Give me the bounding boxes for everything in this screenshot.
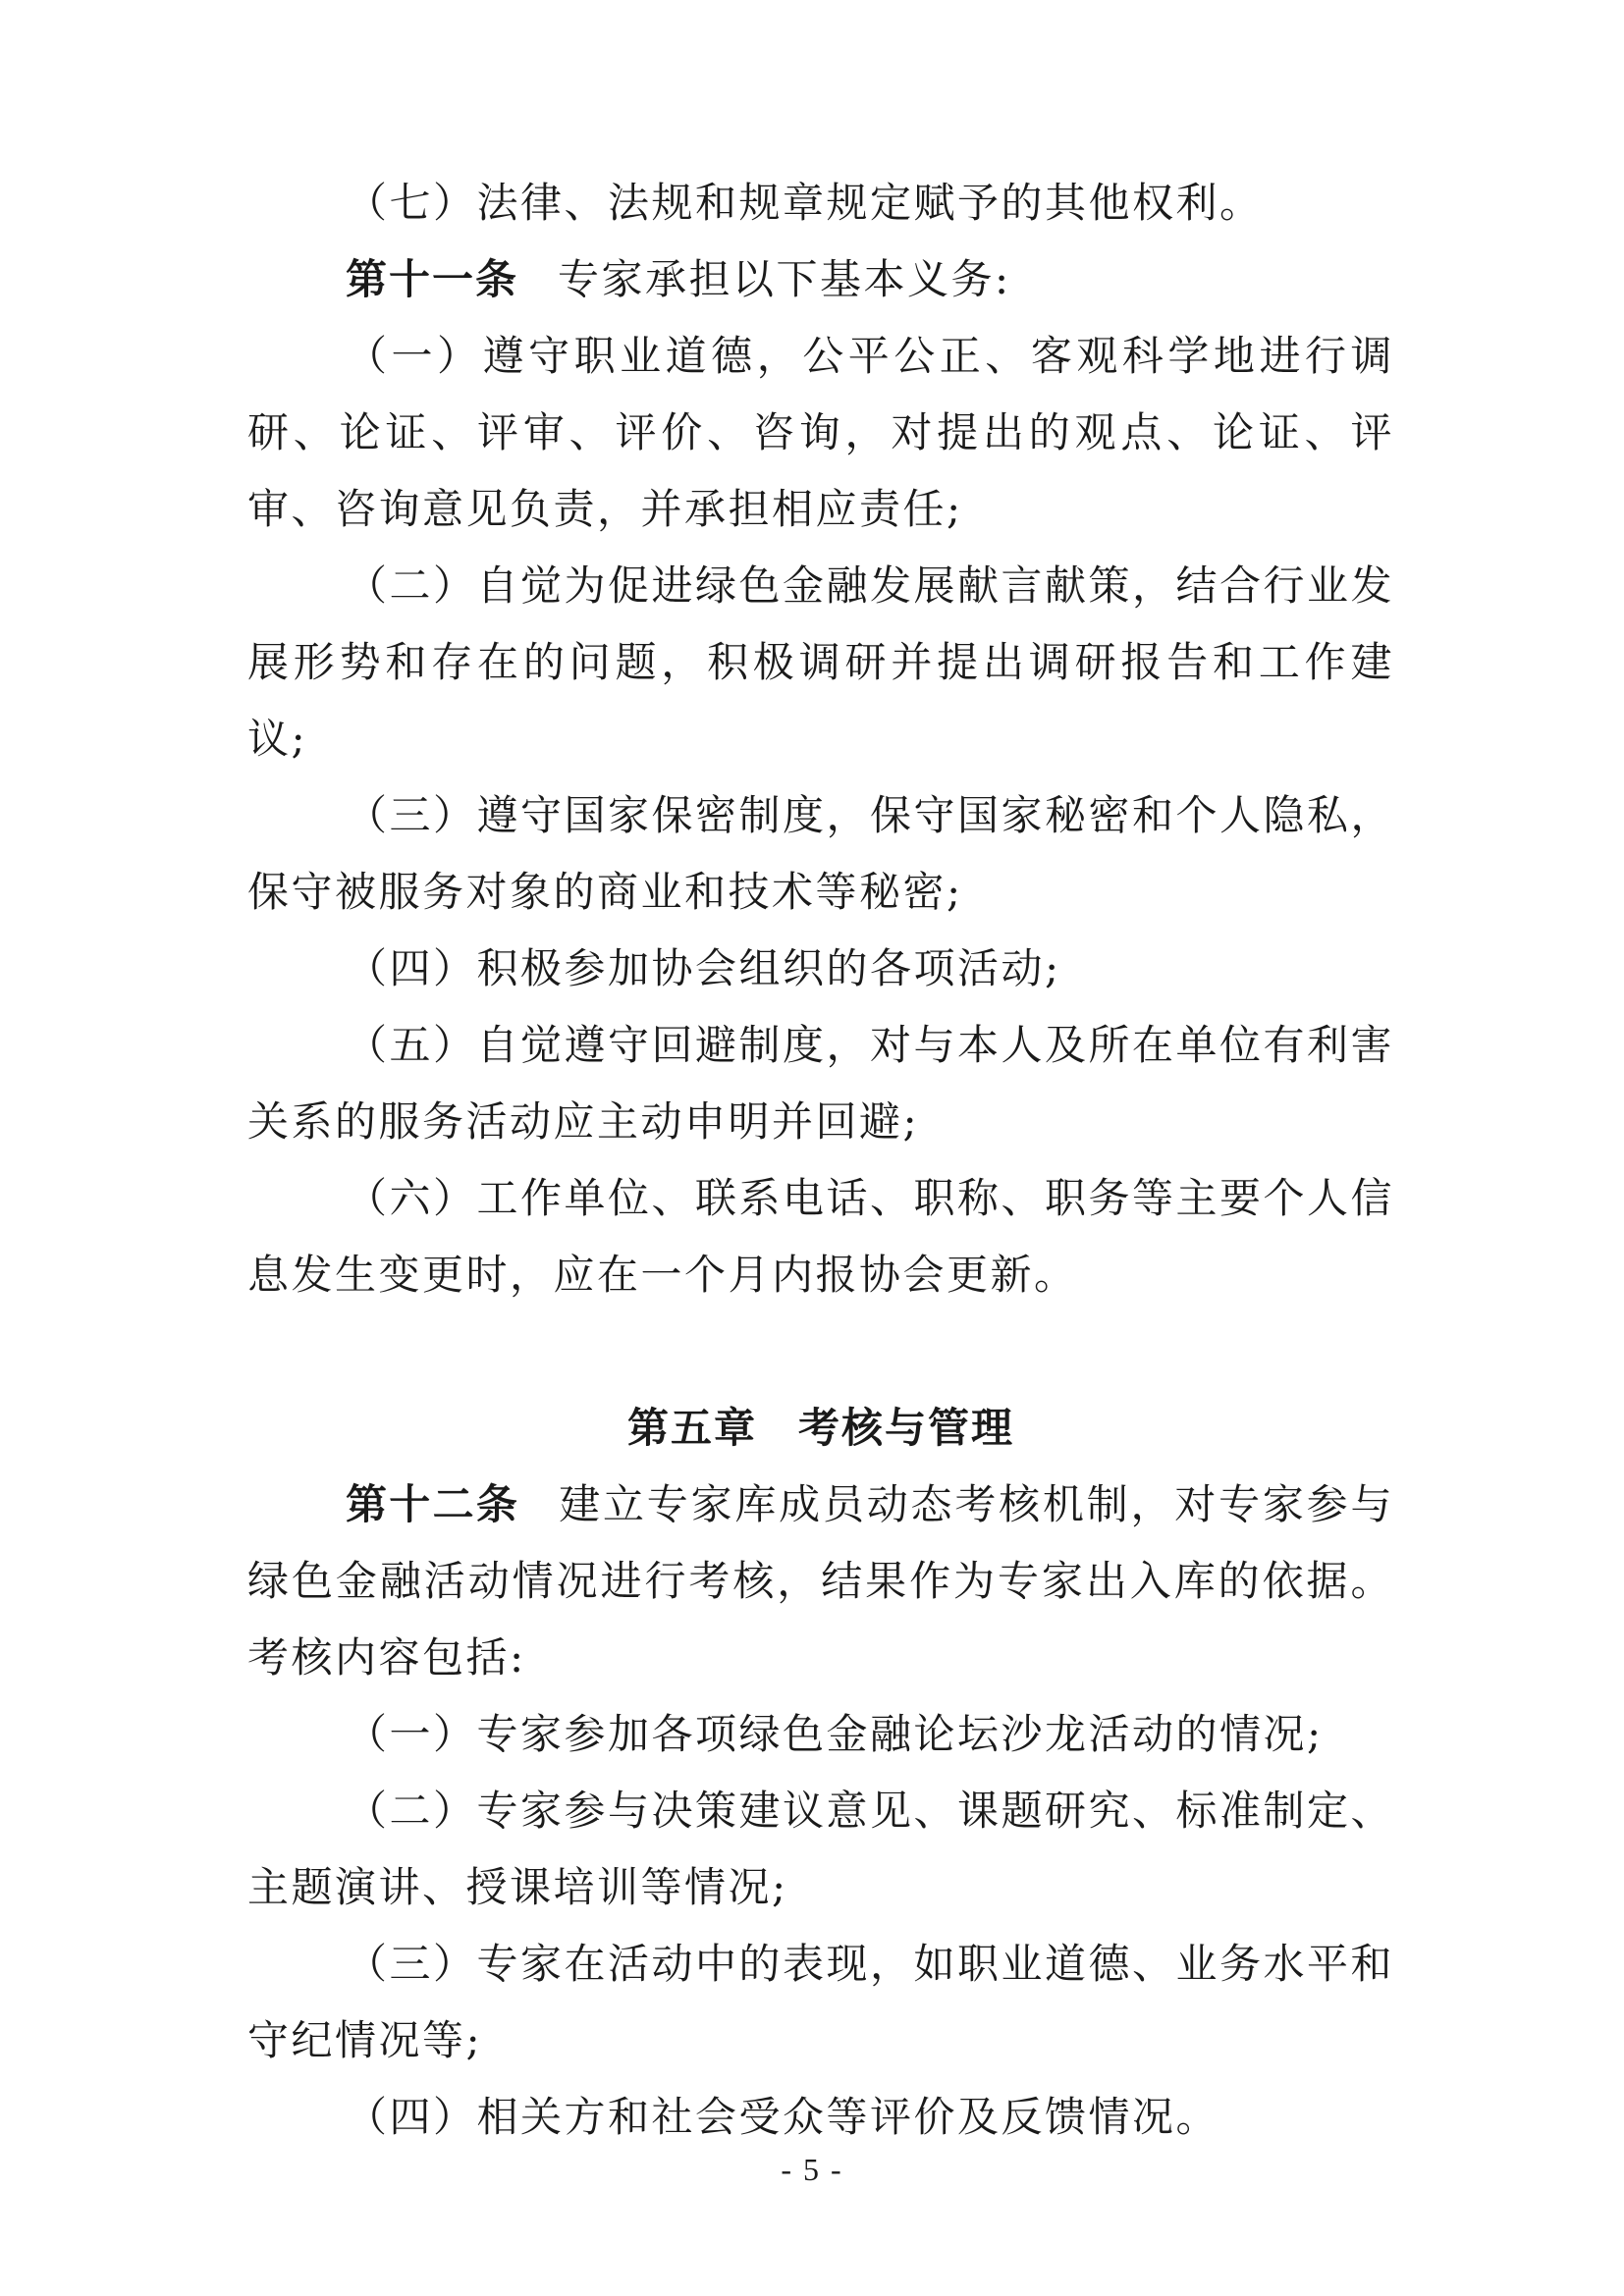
article-11-item-3: （三）遵守国家保密制度，保守国家秘密和个人隐私，保守被服务对象的商业和技术等秘密; bbox=[247, 791, 1395, 916]
article-12-item-2: （二）专家参与决策建议意见、课题研究、标准制定、主题演讲、授课培训等情况; bbox=[247, 1787, 1395, 1911]
article-11-label: 第十一条 bbox=[346, 255, 519, 303]
chapter-title: 考核与管理 bbox=[798, 1404, 1015, 1452]
article-12-item-3: （三）专家在活动中的表现，如职业道德、业务水平和守纪情况等; bbox=[247, 1940, 1395, 2064]
article-11-heading bbox=[247, 241, 1394, 318]
article-12-label: 第十二条 bbox=[346, 1480, 520, 1528]
article-12-intro: 建立专家库成员动态考核机制，对专家参与绿色金融活动情况进行考核，结果作为专家出入库的依据。考核内容包括: bbox=[247, 1480, 1394, 1682]
article-11-item-4: （四）积极参加协会组织的各项活动; bbox=[346, 944, 1061, 992]
chapter-heading bbox=[247, 1390, 1394, 1467]
chapter-number: 第五章 bbox=[626, 1404, 757, 1452]
page-number: - 5 - bbox=[781, 2152, 843, 2187]
article-11-intro: 专家承担以下基本义务: bbox=[558, 255, 1011, 303]
article-11-item-5: （五）自觉遵守回避制度，对与本人及所在单位有利害关系的服务活动应主动申明并回避; bbox=[247, 1021, 1395, 1146]
article-11-item-2: （二）自觉为促进绿色金融发展献言献策，结合行业发展形势和存在的问题，积极调研并提出调研报告和工作建议; bbox=[247, 561, 1395, 763]
article-11-item-1: （一）遵守职业道德，公平公正、客观科学地进行调研、论证、评审、评价、咨询，对提出的观点、论证、评审、咨询意见负责，并承担相应责任; bbox=[247, 332, 1394, 533]
article-12-item-1: （一）专家参加各项绿色金融论坛沙龙活动的情况; bbox=[346, 1710, 1324, 1758]
article-12-item-4: （四）相关方和社会受众等评价及反馈情况。 bbox=[346, 2093, 1220, 2141]
article-12-heading bbox=[247, 1467, 1394, 1696]
article-10-item-7: （七）法律、法规和规章规定赋予的其他权利。 bbox=[346, 179, 1264, 227]
article-11-item-6: （六）工作单位、联系电话、职称、职务等主要个人信息发生变更时，应在一个月内报协会更新。 bbox=[247, 1174, 1395, 1299]
body-text bbox=[247, 165, 1394, 2156]
